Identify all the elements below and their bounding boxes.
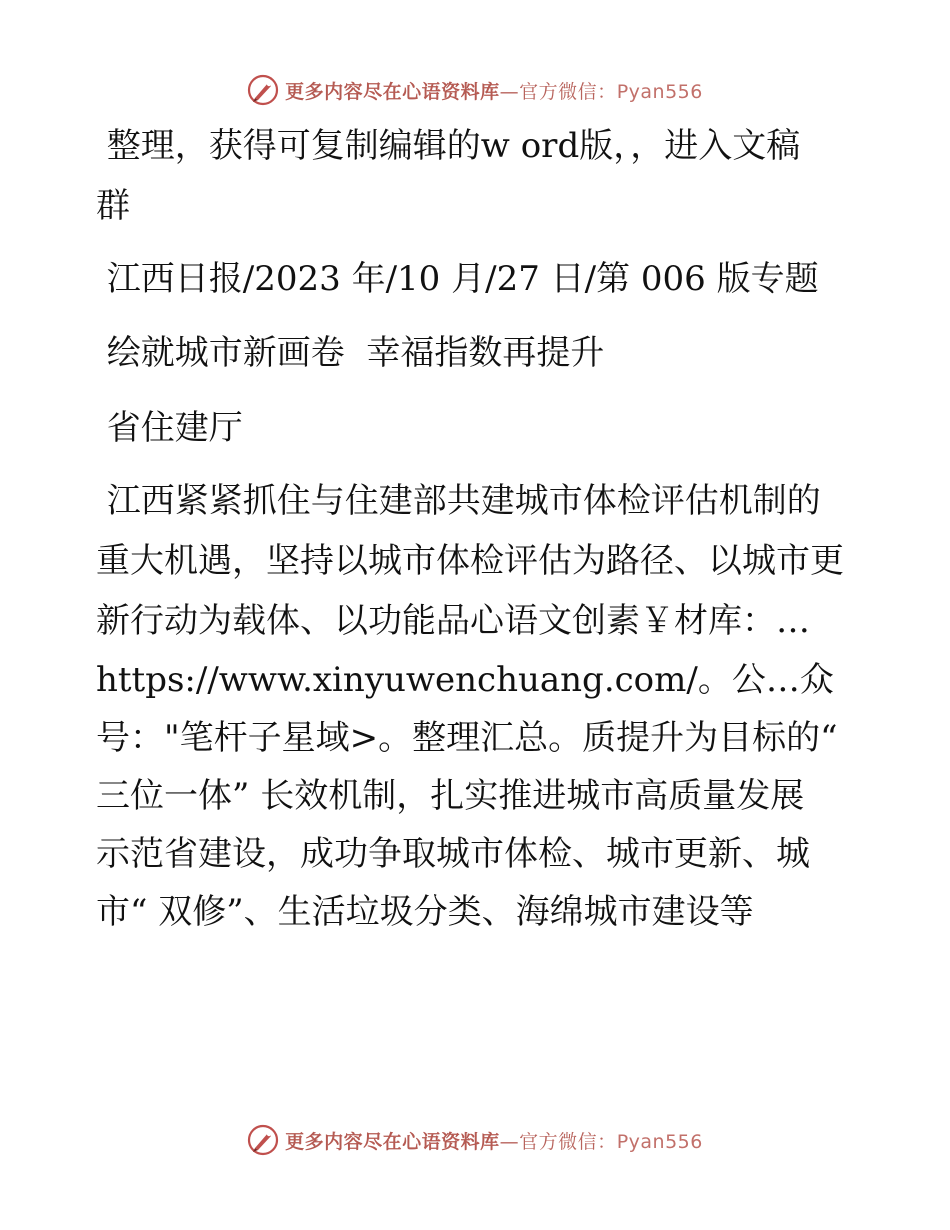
- header-contact: 官方微信：: [519, 80, 617, 103]
- header-wechat-id: Pyan556: [616, 80, 703, 103]
- footer-banner: [0, 1120, 950, 1160]
- footer-contact: 官方微信：: [519, 1130, 617, 1153]
- body-line: 示范省建设，成功争取城市体检、城市更新、城: [96, 834, 810, 874]
- body-line: 市“ 双修”、生活垃圾分类、海绵城市建设等: [96, 892, 754, 932]
- body-line: 绘就城市新画卷 幸福指数再提升: [96, 333, 605, 373]
- body-line: 三位一体” 长效机制，扎实推进城市高质量发展: [96, 776, 805, 816]
- pen-logo-icon: [247, 1124, 279, 1156]
- footer-wechat-id: Pyan556: [616, 1130, 703, 1153]
- body-line: 江西紧紧抓住与住建部共建城市体检评估机制的: [96, 481, 821, 521]
- body-line: 整理，获得可复制编辑的w ord版，，进入文稿: [96, 126, 801, 166]
- body-line: 群: [96, 186, 130, 226]
- header-brand: 更多内容尽在心语资料库: [285, 80, 500, 103]
- pen-logo-icon: [247, 74, 279, 106]
- footer-brand: 更多内容尽在心语资料库: [285, 1130, 500, 1153]
- body-line: 号："笔杆子星域>。整理汇总。质提升为目标的“: [96, 718, 838, 758]
- header-separator: —: [499, 80, 520, 103]
- body-line: 新行动为载体、以功能品心语文创素￥材库：…: [96, 601, 810, 641]
- body-line: 江西日报/2023 年/10 月/27 日/第 006 版专题: [96, 259, 819, 299]
- body-line: 省住建厅: [96, 408, 243, 448]
- header-banner-text: [285, 77, 703, 104]
- body-line: https://www.xinyuwenchuang.com/。公…众: [96, 660, 834, 700]
- footer-banner-text: [285, 1127, 703, 1154]
- header-banner: [0, 70, 950, 110]
- body-line: 重大机遇，坚持以城市体检评估为路径、以城市更: [96, 541, 844, 581]
- footer-separator: —: [499, 1130, 520, 1153]
